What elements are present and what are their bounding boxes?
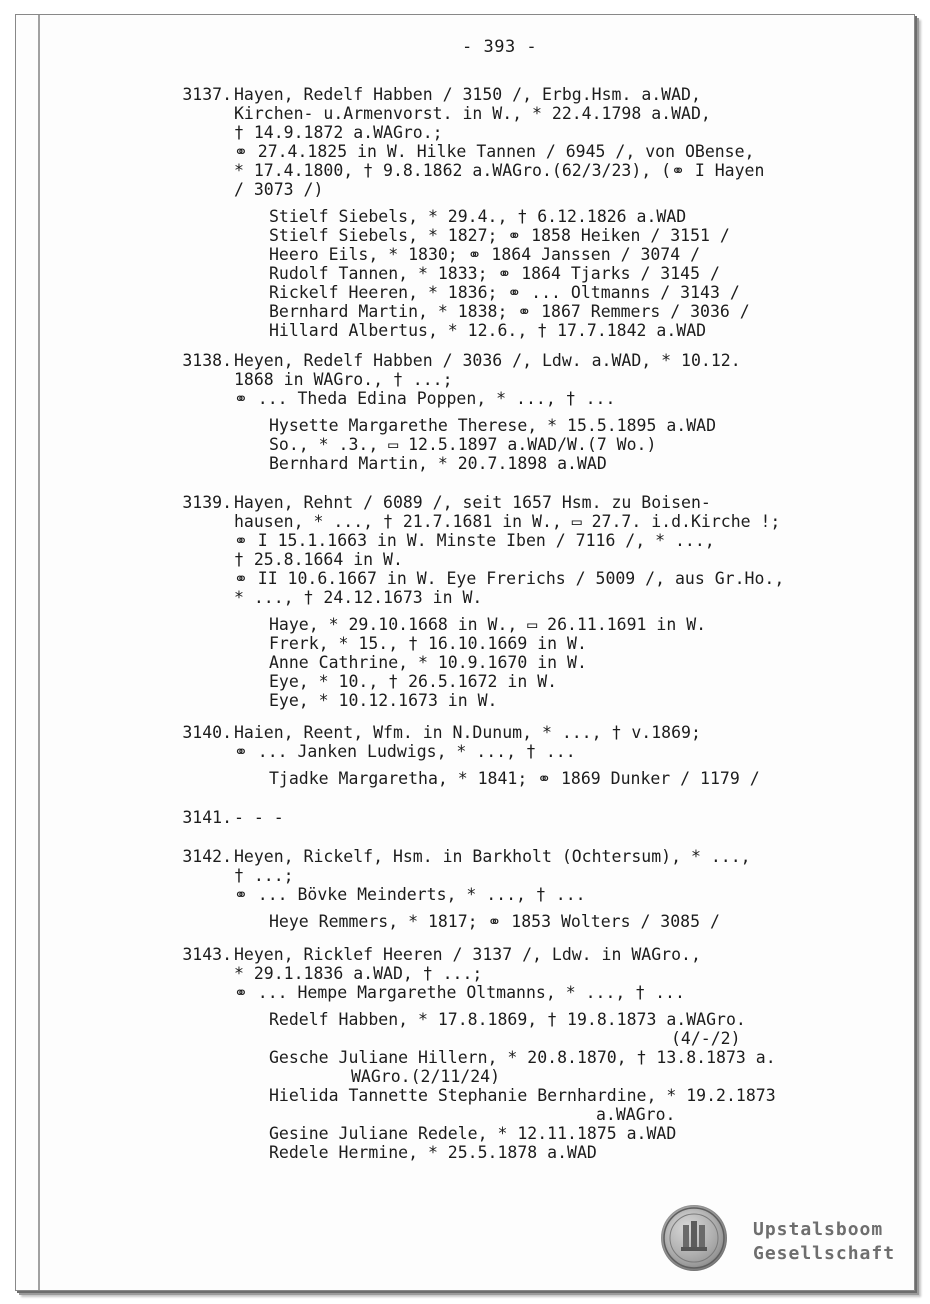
entry-text-line xyxy=(234,161,764,180)
entry-text-line xyxy=(234,142,754,161)
entry-number: 3138. xyxy=(182,351,232,370)
text-part: Hayen xyxy=(714,161,765,180)
text-part: Hayen xyxy=(234,85,284,104)
child-entry-line: Tjadke Margaretha, * 1841; ⚭ 1869 Dunker / 1179 / xyxy=(269,769,760,788)
child-entry-line: Hysette Margarethe Therese, * 15.5.1895 a.WAD xyxy=(269,416,717,435)
child-entry-line: Rudolf Tannen, * 1833; ⚭ 1864 Tjarks / 3145 / xyxy=(269,264,720,283)
child-entry-line: WAGro.(2/11/24) xyxy=(351,1067,501,1086)
child-entry-line: a.WAGro. xyxy=(596,1105,676,1124)
entry-text-line: † 25.8.1664 in W. xyxy=(234,550,403,569)
text-part: † 14.9.1872 a.WAGro.; xyxy=(234,123,443,142)
entry-text-line: ⚭ ... Bövke Meinderts, * ..., † ... xyxy=(234,885,586,904)
child-entry-line: Stielf Siebels, * 29.4., † 6.12.1826 a.WAD xyxy=(269,207,687,226)
entry-text-line xyxy=(234,104,711,123)
child-entry-line: Redelf Habben, * 17.8.1869, † 19.8.1873 a.WAGro. xyxy=(269,1010,746,1029)
entry-number: 3137. xyxy=(182,85,232,104)
child-entry-line: Hielida Tannette Stephanie Bernhardine, * 19.2.1873 xyxy=(269,1086,776,1105)
child-entry-line: Frerk, * 15., † 16.10.1669 in W. xyxy=(269,634,587,653)
entry-text-line: * ..., † 24.12.1673 in W. xyxy=(234,588,483,607)
child-entry-line: Heye Remmers, * 1817; ⚭ 1853 Wolters / 3085 / xyxy=(269,912,720,931)
entry-text-line: ⚭ ... Theda Edina Poppen, * ..., † ... xyxy=(234,389,616,408)
child-entry-line: Heero Eils, * 1830; ⚭ 1864 Janssen / 3074 / xyxy=(269,245,701,264)
entry-text-line xyxy=(234,180,323,199)
genealogy-entries xyxy=(16,15,914,1290)
brand-line-2: Gesellschaft xyxy=(753,1243,896,1264)
child-entry-line: (4/-/2) xyxy=(671,1029,741,1048)
entry-text-line: Haien, Reent, Wfm. in N.Dunum, * ..., † v.1869; xyxy=(234,723,701,742)
text-part: , von OBense, xyxy=(625,142,755,161)
text-part: Tannen xyxy=(476,142,536,161)
text-part: , Redelf Habben xyxy=(283,85,443,104)
text-part: Kirchen- u.Armenvorst. in W., * 22.4.1798 a.WAD, xyxy=(234,104,711,123)
upstalsboom-seal-logo xyxy=(661,1205,727,1271)
entry-text-line: ⚭ ... Hempe Margarethe Oltmanns, * ..., † ... xyxy=(234,983,685,1002)
entry-text-line: Hayen, Rehnt / 6089 /, seit 1657 Hsm. zu Boisen- xyxy=(234,493,711,512)
entry-text-line: ⚭ II 10.6.1667 in W. Eye Frerichs / 5009 /, aus Gr.Ho., xyxy=(234,569,785,588)
entry-text-line: * 29.1.1836 a.WAD, † ...; xyxy=(234,964,483,983)
document-page xyxy=(15,14,915,1291)
child-entry-line: Hillard Albertus, * 12.6., † 17.7.1842 a.WAD xyxy=(269,321,707,340)
brand-line-1: Upstalsboom xyxy=(753,1219,884,1240)
child-entry-line: Redele Hermine, * 25.5.1878 a.WAD xyxy=(269,1143,597,1162)
text-part: / 6945 / xyxy=(545,142,626,161)
text-part: / 3073 / xyxy=(234,180,314,199)
child-entry-line: Haye, * 29.10.1668 in W., ▭ 26.11.1691 in W. xyxy=(269,615,707,634)
entry-text-line: ⚭ ... Janken Ludwigs, * ..., † ... xyxy=(234,742,576,761)
child-entry-line: So., * .3., ▭ 12.5.1897 a.WAD/W.(7 Wo.) xyxy=(269,435,657,454)
entry-number: 3140. xyxy=(182,723,232,742)
entry-text-line: 1868 in WAGro., † ...; xyxy=(234,370,453,389)
text-part: ) xyxy=(313,180,324,199)
entry-number: 3141. xyxy=(182,808,232,827)
page-number: - 393 - xyxy=(462,37,538,57)
entry-text-line: hausen, * ..., † 21.7.1681 in W., ▭ 27.7. i.d.Kirche !; xyxy=(234,512,781,531)
child-entry-line: Eye, * 10.12.1673 in W. xyxy=(269,691,498,710)
entry-text-line xyxy=(234,123,443,142)
entry-number: 3139. xyxy=(182,493,232,512)
entry-number: 3143. xyxy=(182,945,232,964)
entry-text-line xyxy=(234,85,701,104)
entry-text-line: Heyen, Rickelf, Hsm. in Barkholt (Ochtersum), * ..., xyxy=(234,847,751,866)
entry-text-line: ⚭ I 15.1.1663 in W. Minste Iben / 7116 /, * ..., xyxy=(234,531,715,550)
entry-text-line: Heyen, Ricklef Heeren / 3137 /, Ldw. in WAGro., xyxy=(234,945,701,964)
child-entry-line: Gesche Juliane Hillern, * 20.8.1870, † 13.8.1873 a. xyxy=(269,1048,776,1067)
entry-number: 3142. xyxy=(182,847,232,866)
entry-text-line: - - - xyxy=(234,808,284,827)
text-part: / 3150 / xyxy=(442,85,523,104)
text-part: , Erbg.Hsm. a.WAD, xyxy=(522,85,701,104)
child-entry-line: Rickelf Heeren, * 1836; ⚭ ... Oltmanns / 3143 / xyxy=(269,283,740,302)
text-part: ⚭ 27.4.1825 in W. Hilke xyxy=(234,142,477,161)
child-entry-line: Gesine Juliane Redele, * 12.11.1875 a.WAD xyxy=(269,1124,677,1143)
child-entry-line: Stielf Siebels, * 1827; ⚭ 1858 Heiken / 3151 / xyxy=(269,226,730,245)
child-entry-line: Bernhard Martin, * 1838; ⚭ 1867 Remmers / 3036 / xyxy=(269,302,750,321)
text-part: * 17.4.1800, † 9.8.1862 a.WAGro.(62/3/23), (⚭ I xyxy=(234,161,715,180)
child-entry-line: Eye, * 10., † 26.5.1672 in W. xyxy=(269,672,558,691)
entry-text-line: Heyen, Redelf Habben / 3036 /, Ldw. a.WAD, * 10.12. xyxy=(234,351,741,370)
text-part xyxy=(536,142,546,161)
entry-text-line: † ...; xyxy=(234,866,294,885)
child-entry-line: Bernhard Martin, * 20.7.1898 a.WAD xyxy=(269,454,607,473)
child-entry-line: Anne Cathrine, * 10.9.1670 in W. xyxy=(269,653,587,672)
brand-text xyxy=(753,1218,895,1266)
